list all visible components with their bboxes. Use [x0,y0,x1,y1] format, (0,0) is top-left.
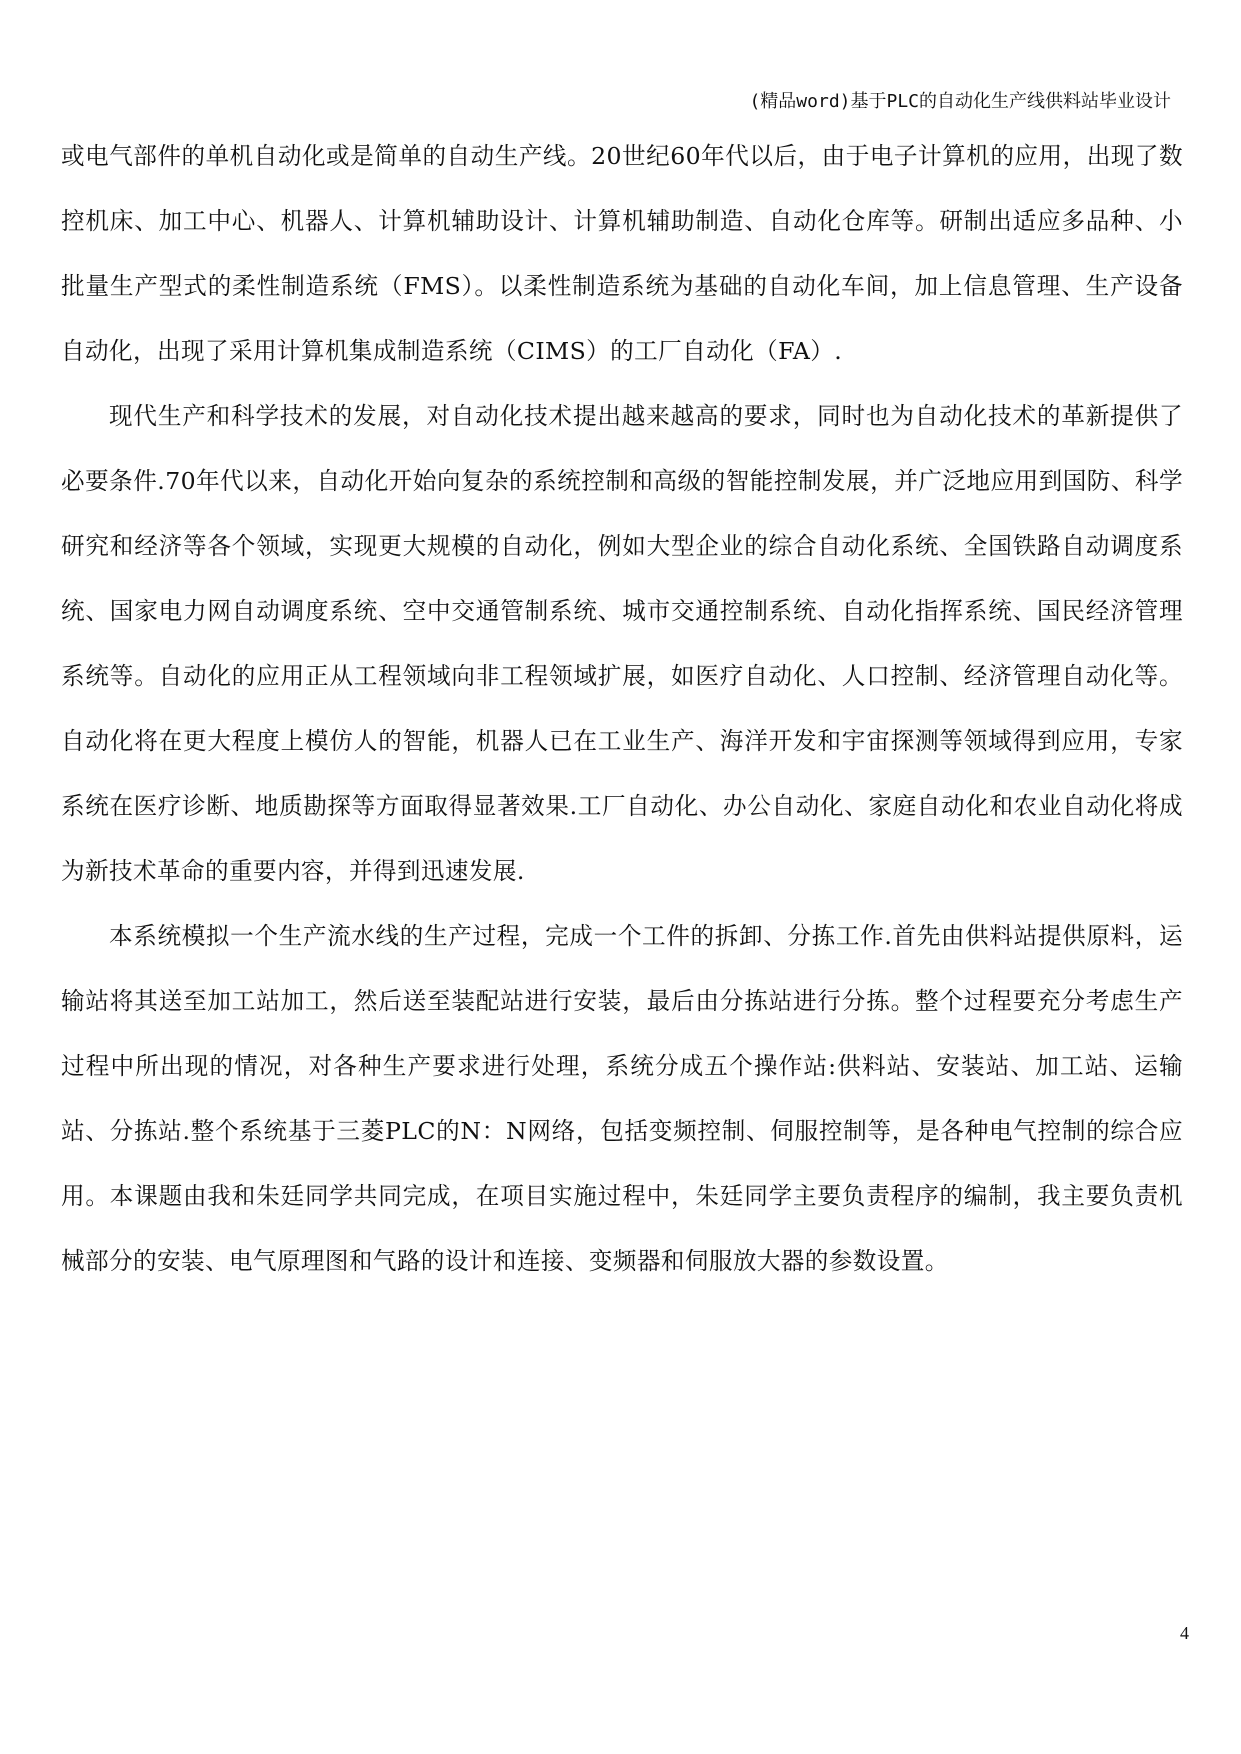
paragraph-2: 现代生产和科学技术的发展，对自动化技术提出越来越高的要求，同时也为自动化技术的革新提供了必要条件.70年代以来，自动化开始向复杂的系统控制和高级的智能控制发展，并广泛地应用到国防、科学研究和经济等各个领域，实现更大规模的自动化，例如大型企业的综合自动化系统、全国铁路自动调度系统、国家电力网自动调度系统、空中交通管制系统、城市交通控制系统、自动化指挥系统、国民经济管理系统等。自动化的应用正从工程领域向非工程领域扩展，如医疗自动化、人口控制、经济管理自动化等。自动化将在更大程度上模仿人的智能，机器人已在工业生产、海洋开发和宇宙探测等领域得到应用，专家系统在医疗诊断、地质勘探等方面取得显著效果.工厂自动化、办公自动化、家庭自动化和农业自动化将成为新技术革命的重要内容，并得到迅速发展. [61,402,1183,885]
running-header: (精品word)基于PLC的自动化生产线供料站毕业设计 [749,91,1171,112]
paragraph-3: 本系统模拟一个生产流水线的生产过程，完成一个工件的拆卸、分拣工作.首先由供料站提供原料，运输站将其送至加工站加工，然后送至装配站进行安装，最后由分拣站进行分拣。整个过程要充分考虑生产过程中所出现的情况，对各种生产要求进行处理，系统分成五个操作站:供料站、安装站、加工站、运输站、分拣站.整个系统基于三菱PLC的N：N网络，包括变频控制、伺服控制等，是各种电气控制的综合应用。本课题由我和朱廷同学共同完成，在项目实施过程中，朱廷同学主要负责程序的编制，我主要负责机械部分的安装、电气原理图和气路的设计和连接、变频器和伺服放大器的参数设置。 [61,922,1183,1275]
paragraph-1: 或电气部件的单机自动化或是简单的自动生产线。20世纪60年代以后，由于电子计算机的应用，出现了数控机床、加工中心、机器人、计算机辅助设计、计算机辅助制造、自动化仓库等。研制出适应多品种、小批量生产型式的柔性制造系统（FMS）。以柔性制造系统为基础的自动化车间，加上信息管理、生产设备自动化，出现了采用计算机集成制造系统（CIMS）的工厂自动化（FA）. [61,142,1183,365]
document-body [61,124,1183,1294]
page-number: 4 [1180,1623,1189,1643]
